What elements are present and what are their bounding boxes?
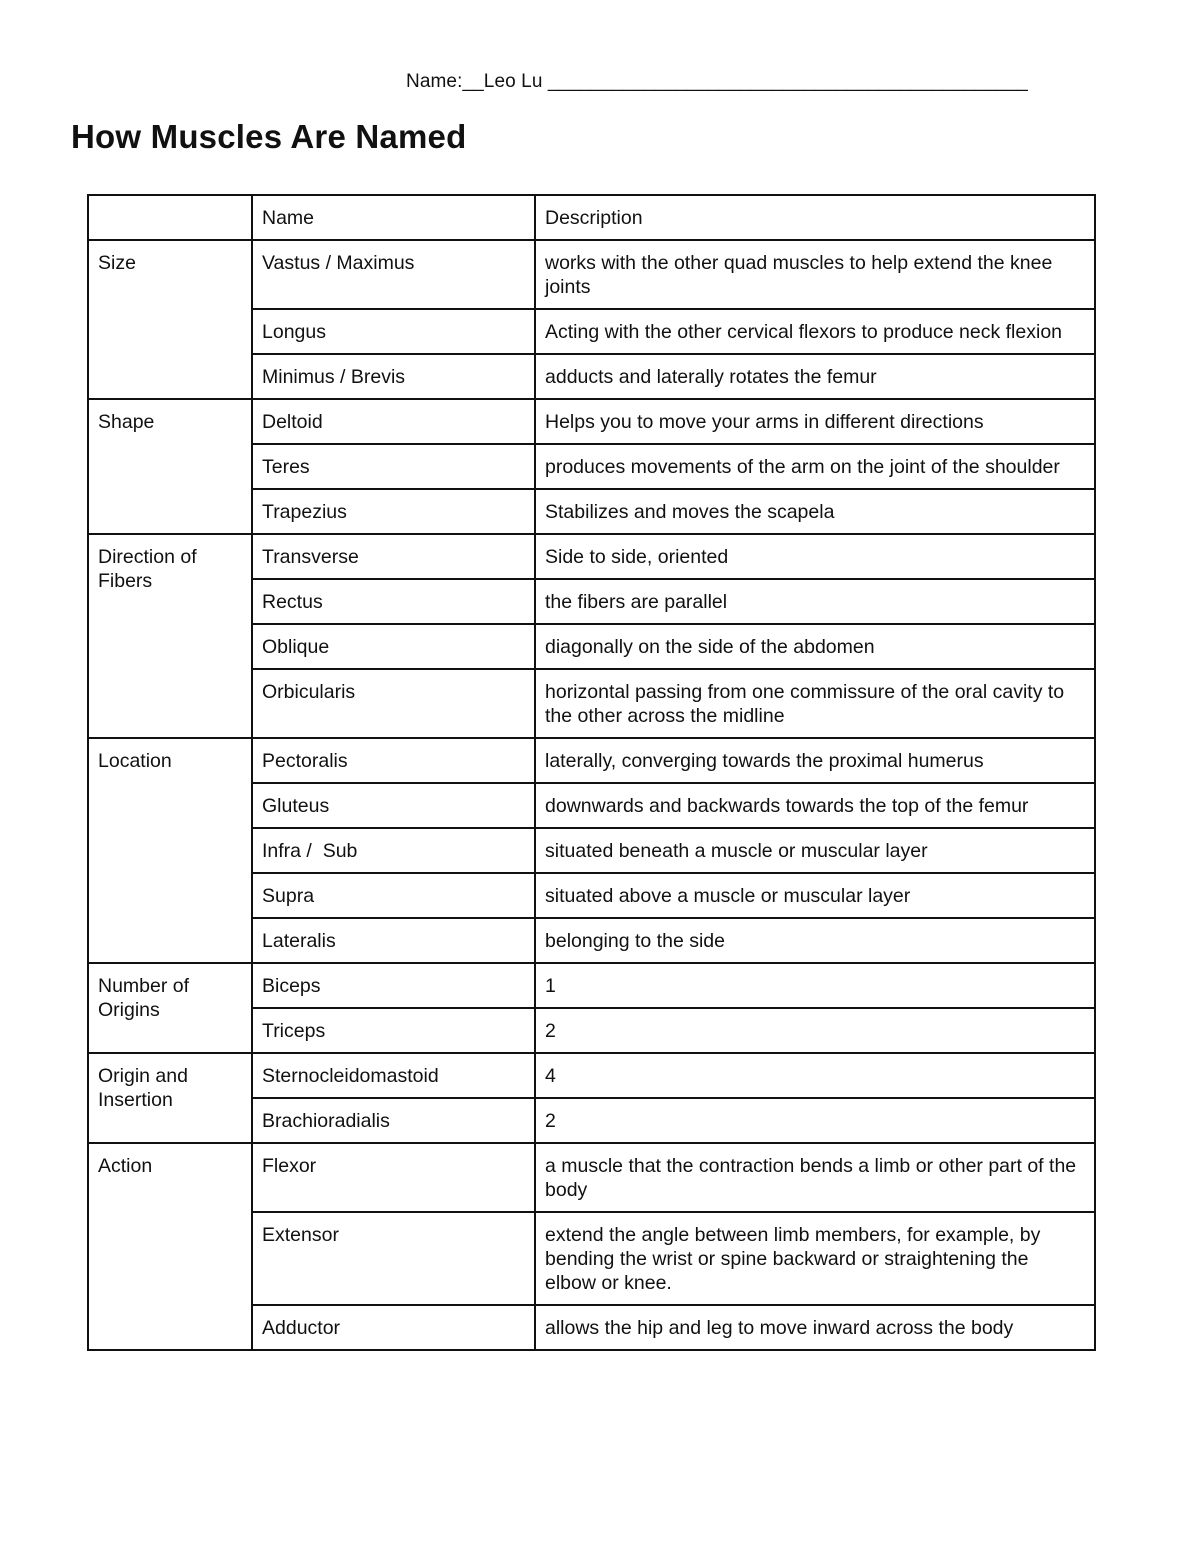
muscle-name-cell: Brachioradialis: [252, 1098, 535, 1143]
muscle-name-cell: Extensor: [252, 1212, 535, 1305]
muscle-name-cell: Lateralis: [252, 918, 535, 963]
description-cell: 2: [535, 1098, 1095, 1143]
table-row: [88, 1143, 1095, 1212]
muscle-naming-table: [87, 194, 1096, 1351]
category-cell: Shape: [88, 399, 252, 534]
description-cell: diagonally on the side of the abdomen: [535, 624, 1095, 669]
table-row: [88, 738, 1095, 783]
description-cell: 1: [535, 963, 1095, 1008]
description-cell: belonging to the side: [535, 918, 1095, 963]
category-cell: Location: [88, 738, 252, 963]
description-cell: downwards and backwards towards the top of the femur: [535, 783, 1095, 828]
description-cell: produces movements of the arm on the joint of the shoulder: [535, 444, 1095, 489]
table-header-row: [88, 195, 1095, 240]
muscle-name-cell: Oblique: [252, 624, 535, 669]
description-cell: 4: [535, 1053, 1095, 1098]
description-cell: adducts and laterally rotates the femur: [535, 354, 1095, 399]
description-cell: Helps you to move your arms in different directions: [535, 399, 1095, 444]
muscle-name-cell: Deltoid: [252, 399, 535, 444]
description-cell: the fibers are parallel: [535, 579, 1095, 624]
description-cell: 2: [535, 1008, 1095, 1053]
muscle-name-cell: Gluteus: [252, 783, 535, 828]
description-cell: horizontal passing from one commissure of the oral cavity to the other across the midline: [535, 669, 1095, 738]
table-row: [88, 399, 1095, 444]
description-cell: Stabilizes and moves the scapela: [535, 489, 1095, 534]
header-category-cell: [88, 195, 252, 240]
muscle-name-cell: Triceps: [252, 1008, 535, 1053]
description-cell: Acting with the other cervical flexors to produce neck flexion: [535, 309, 1095, 354]
description-cell: works with the other quad muscles to help extend the knee joints: [535, 240, 1095, 309]
description-cell: situated beneath a muscle or muscular layer: [535, 828, 1095, 873]
muscle-name-cell: Longus: [252, 309, 535, 354]
muscle-name-cell: Biceps: [252, 963, 535, 1008]
muscle-name-cell: Minimus / Brevis: [252, 354, 535, 399]
muscle-name-cell: Sternocleidomastoid: [252, 1053, 535, 1098]
table-row: [88, 240, 1095, 309]
table-row: [88, 963, 1095, 1008]
table-row: [88, 1053, 1095, 1098]
page-title: How Muscles Are Named: [71, 118, 467, 155]
description-cell: situated above a muscle or muscular layer: [535, 873, 1095, 918]
muscle-name-cell: Flexor: [252, 1143, 535, 1212]
header-description-cell: Description: [535, 195, 1095, 240]
description-cell: laterally, converging towards the proximal humerus: [535, 738, 1095, 783]
muscle-name-cell: Adductor: [252, 1305, 535, 1350]
muscle-name-cell: Teres: [252, 444, 535, 489]
muscle-name-cell: Vastus / Maximus: [252, 240, 535, 309]
header-name-cell: Name: [252, 195, 535, 240]
muscle-name-cell: Supra: [252, 873, 535, 918]
table-body: [88, 195, 1095, 1350]
name-line: Name:__Leo Lu _____________________________________________: [406, 71, 1028, 92]
description-cell: extend the angle between limb members, for example, by bending the wrist or spine backward or straightening the elbow or knee.: [535, 1212, 1095, 1305]
muscle-name-cell: Rectus: [252, 579, 535, 624]
description-cell: Side to side, oriented: [535, 534, 1095, 579]
muscle-name-cell: Orbicularis: [252, 669, 535, 738]
category-cell: Size: [88, 240, 252, 399]
category-cell: Action: [88, 1143, 252, 1350]
description-cell: allows the hip and leg to move inward across the body: [535, 1305, 1095, 1350]
muscle-name-cell: Pectoralis: [252, 738, 535, 783]
muscle-name-cell: Infra / Sub: [252, 828, 535, 873]
table-row: [88, 534, 1095, 579]
muscle-name-cell: Trapezius: [252, 489, 535, 534]
category-cell: Origin and Insertion: [88, 1053, 252, 1143]
muscle-name-cell: Transverse: [252, 534, 535, 579]
description-cell: a muscle that the contraction bends a limb or other part of the body: [535, 1143, 1095, 1212]
category-cell: Number of Origins: [88, 963, 252, 1053]
category-cell: Direction of Fibers: [88, 534, 252, 738]
